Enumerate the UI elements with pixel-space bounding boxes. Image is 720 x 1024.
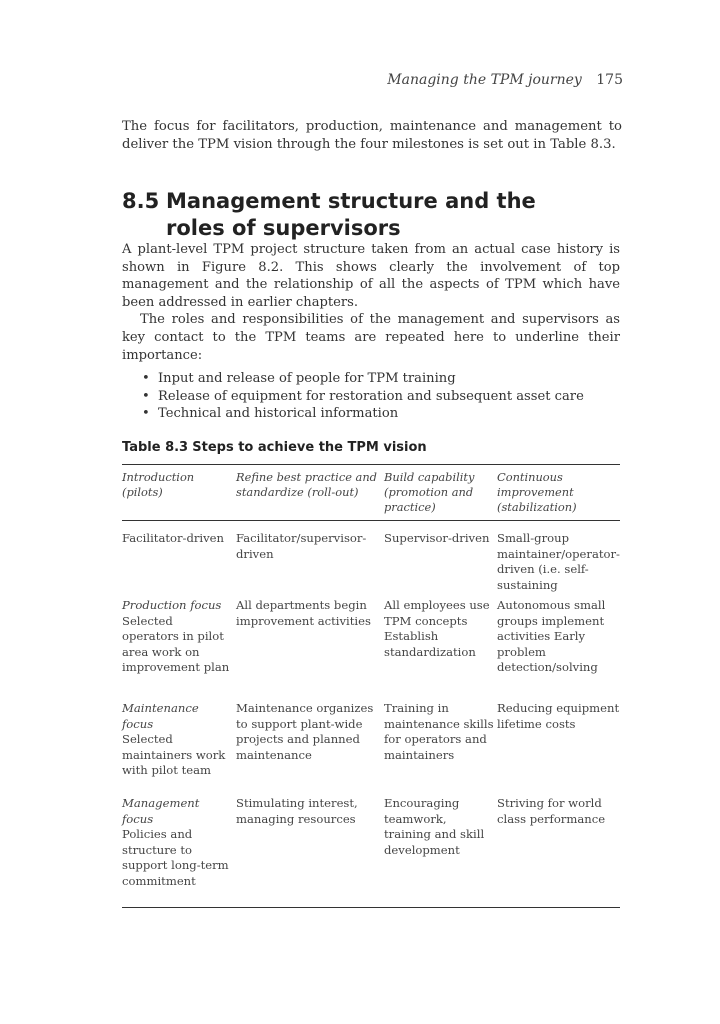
section-title-line2: roles of supervisors	[166, 216, 401, 240]
table-header-cell: Continuous improvement (stabilization)	[497, 470, 577, 514]
bullet-item	[122, 405, 620, 423]
page-number: 175	[596, 72, 623, 88]
row-text: Selected operators in pilot area work on improvement plan	[122, 613, 230, 675]
paragraph: A plant-level TPM project structure taken from an actual case history is shown in Figure 8.2. This shows clearly the involvement of top management and the relationship of all the aspects of TPM which have been addressed in earlier chapters.	[122, 242, 620, 310]
section-title-line1: Management structure and the	[166, 189, 536, 213]
table-cell: Encouraging teamwork, training and skill development	[384, 796, 485, 857]
bullet-text: Release of equipment for restoration and subsequent asset care	[158, 388, 584, 404]
row-label: Maintenance focus	[122, 701, 199, 731]
bullet-icon: •	[142, 388, 150, 404]
bullet-item	[122, 370, 620, 388]
paragraph: The roles and responsibilities of the management and supervisors as key contact to the TPM teams are repeated here to underline their importance:	[122, 312, 620, 363]
table-caption-text: Steps to achieve the TPM vision	[192, 440, 427, 455]
row-text: Selected maintainers work with pilot team	[122, 732, 226, 778]
table-cell	[122, 598, 230, 676]
bullet-text: Input and release of people for TPM training	[158, 371, 456, 387]
row-label: Management focus	[122, 796, 200, 826]
table-cell: Training in maintenance skills for operators and maintainers	[384, 701, 494, 762]
table-cell: All departments begin improvement activities	[236, 598, 371, 628]
table-cell: All employees use TPM concepts Establish standardization	[384, 598, 490, 659]
bullet-icon: •	[142, 406, 150, 422]
table-cell	[122, 531, 230, 547]
section-body	[122, 241, 620, 423]
table-cell: Supervisor-driven	[384, 531, 490, 545]
table-cell	[122, 796, 230, 890]
row-text: Policies and structure to support long-term commitment	[122, 827, 229, 888]
section-number: 8.5	[122, 189, 160, 213]
table-header-cell: Introduction (pilots)	[122, 470, 195, 499]
table-cell: Small-group maintainer/operator-driven (i.e. self-sustaining	[497, 531, 620, 592]
running-header	[387, 72, 623, 88]
table-cell: Facilitator/supervisor-driven	[236, 531, 367, 561]
table-cell	[122, 701, 230, 779]
table-bottom-rule	[122, 907, 620, 908]
table-cell: Autonomous small groups implement activities Early problem detection/solving	[497, 598, 606, 675]
intro-paragraph: The focus for facilitators, production, maintenance and management to deliver the TPM vision through the four milestones is set out in Table 8.3.	[122, 119, 622, 152]
table-header-rule	[122, 520, 620, 521]
table-caption	[122, 440, 427, 455]
table-cell: Stimulating interest, managing resources	[236, 796, 358, 826]
table-cell: Reducing equipment lifetime costs	[497, 701, 620, 731]
table-cell: Maintenance organizes to support plant-wide projects and planned maintenance	[236, 701, 374, 762]
row-label: Production focus	[122, 598, 222, 612]
table-header-cell: Build capability (promotion and practice)	[384, 470, 475, 514]
table-header-cell: Refine best practice and standardize (roll-out)	[236, 470, 377, 499]
table-top-rule	[122, 464, 620, 465]
table-cell: Striving for world class performance	[497, 796, 606, 826]
table-caption-label: Table 8.3	[122, 440, 189, 455]
bullet-list	[122, 370, 620, 423]
row-text: Facilitator-driven	[122, 531, 225, 545]
section-heading	[122, 188, 642, 242]
bullet-item	[122, 388, 620, 406]
bullet-icon: •	[142, 371, 150, 387]
bullet-text: Technical and historical information	[158, 406, 399, 422]
running-title: Managing the TPM journey	[387, 72, 582, 88]
